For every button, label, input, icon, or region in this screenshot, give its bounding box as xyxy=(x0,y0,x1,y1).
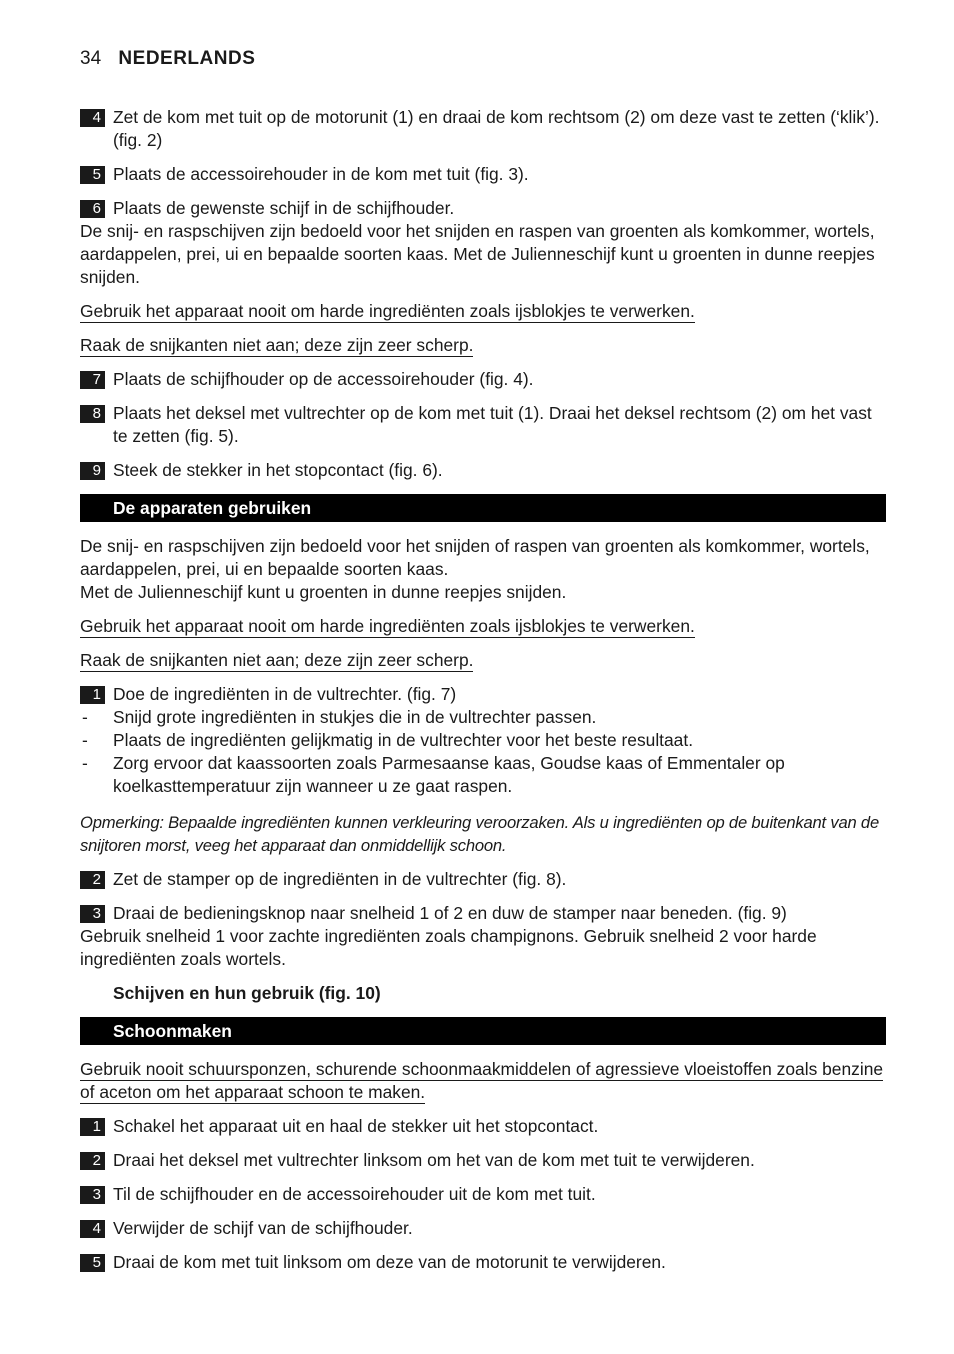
step-item xyxy=(80,683,886,706)
warning-text-underlined: Raak de snijkanten niet aan; deze zijn zeer scherp. xyxy=(80,650,474,670)
step-number: 6 xyxy=(80,200,105,218)
warning-text-underlined: Raak de snijkanten niet aan; deze zijn zeer scherp. xyxy=(80,335,474,355)
step-item xyxy=(80,106,886,152)
step-text: Plaats de schijfhouder op de accessoirehouder (fig. 4). xyxy=(113,369,534,389)
dash-marker: - xyxy=(82,707,88,727)
step-number: 1 xyxy=(80,1118,105,1136)
step-number: 8 xyxy=(80,405,105,423)
step-item xyxy=(80,1183,886,1206)
step-number: 4 xyxy=(80,109,105,127)
warning-text xyxy=(80,1058,886,1104)
warning-text xyxy=(80,334,886,357)
step-number: 5 xyxy=(80,1254,105,1272)
language-title: NEDERLANDS xyxy=(118,48,256,69)
warning-text xyxy=(80,649,886,672)
step-text: Plaats de gewenste schijf in de schijfhouder. xyxy=(113,198,455,218)
warning-text xyxy=(80,300,886,323)
bullet-text: Snijd grote ingrediënten in stukjes die in de vultrechter passen. xyxy=(113,707,597,727)
step-number: 1 xyxy=(80,686,105,704)
step-text: Schakel het apparaat uit en haal de stekker uit het stopcontact. xyxy=(113,1116,599,1136)
bullet-item xyxy=(80,706,886,729)
body-paragraph: Gebruik snelheid 1 voor zachte ingrediënten zoals champignons. Gebruik snelheid 2 voor harde ingrediënten zoals wortels. xyxy=(80,926,817,969)
step-text: Zet de stamper op de ingrediënten in de vultrechter (fig. 8). xyxy=(113,869,567,889)
warning-text xyxy=(80,615,886,638)
note-text: Opmerking: Bepaalde ingrediënten kunnen verkleuring veroorzaken. Als u ingrediënten op de buitenkant van de snijtoren morst, veeg het apparaat dan onmiddellijk schoon. xyxy=(80,813,879,855)
step-text: Verwijder de schijf van de schijfhouder. xyxy=(113,1218,413,1238)
warning-text-underlined: Gebruik nooit schuursponzen, schurende schoonmaakmiddelen of agressieve vloeistoffen zoals benzine of aceton om het apparaat schoon te maken. xyxy=(80,1059,884,1102)
step-number: 2 xyxy=(80,1152,105,1170)
step-text: Plaats de accessoirehouder in de kom met tuit (fig. 3). xyxy=(113,164,529,184)
step-number: 2 xyxy=(80,871,105,889)
step-number: 4 xyxy=(80,1220,105,1238)
body-paragraph: De snij- en raspschijven zijn bedoeld voor het snijden of raspen van groenten als komkommer, wortels, aardappelen, prei, ui en bepaalde soorten kaas. xyxy=(80,536,870,579)
step-text: Draai het deksel met vultrechter linksom om het van de kom met tuit te verwijderen. xyxy=(113,1150,755,1170)
step-number: 5 xyxy=(80,166,105,184)
step-text: Steek de stekker in het stopcontact (fig. 6). xyxy=(113,460,443,480)
step-text: Til de schijfhouder en de accessoirehouder uit de kom met tuit. xyxy=(113,1184,596,1204)
step-item xyxy=(80,1149,886,1172)
warning-text-underlined: Gebruik het apparaat nooit om harde ingrediënten zoals ijsblokjes te verwerken. xyxy=(80,301,695,321)
step-text: Draai de bedieningsknop naar snelheid 1 of 2 en duw de stamper naar beneden. (fig. 9) xyxy=(113,903,787,923)
warning-text-underlined: Gebruik het apparaat nooit om harde ingrediënten zoals ijsblokjes te verwerken. xyxy=(80,616,695,636)
step-text: Doe de ingrediënten in de vultrechter. (fig. 7) xyxy=(113,684,457,704)
dash-marker: - xyxy=(82,730,88,750)
body-paragraph: Met de Julienneschijf kunt u groenten in dunne reepjes snijden. xyxy=(80,582,567,602)
step-item xyxy=(80,197,886,220)
step-item xyxy=(80,1251,886,1274)
step-number: 9 xyxy=(80,462,105,480)
section-heading-use: De apparaten gebruiken xyxy=(80,494,886,522)
page-header xyxy=(80,48,255,70)
step-text: Zet de kom met tuit op de motorunit (1) en draai de kom rechtsom (2) om deze vast te zetten (‘klik’). (fig. 2) xyxy=(113,107,880,150)
step-number: 3 xyxy=(80,905,105,923)
bullet-item xyxy=(80,752,886,798)
step-item xyxy=(80,163,886,186)
subheading: Schijven en hun gebruik (fig. 10) xyxy=(113,983,381,1003)
step-text: Draai de kom met tuit linksom om deze van de motorunit te verwijderen. xyxy=(113,1252,666,1272)
bullet-text: Zorg ervoor dat kaassoorten zoals Parmesaanse kaas, Goudse kaas of Emmentaler op koelkasttemperatuur zijn wanneer u ze gaat raspen. xyxy=(113,753,785,796)
step-item xyxy=(80,902,886,925)
step-number: 7 xyxy=(80,371,105,389)
step-item xyxy=(80,368,886,391)
section-heading-clean: Schoonmaken xyxy=(80,1017,886,1045)
step-item xyxy=(80,402,886,448)
page-number: 34 xyxy=(80,48,102,69)
dash-marker: - xyxy=(82,753,88,773)
page-content xyxy=(80,106,886,1285)
step-item xyxy=(80,868,886,891)
step-number: 3 xyxy=(80,1186,105,1204)
step-item xyxy=(80,1115,886,1138)
step-text: Plaats het deksel met vultrechter op de kom met tuit (1). Draai het deksel rechtsom (2) om het vast te zetten (fig. 5). xyxy=(113,403,872,446)
bullet-item xyxy=(80,729,886,752)
bullet-text: Plaats de ingrediënten gelijkmatig in de vultrechter voor het beste resultaat. xyxy=(113,730,694,750)
body-paragraph: De snij- en raspschijven zijn bedoeld voor het snijden en raspen van groenten als komkommer, wortels, aardappelen, prei, ui en bepaalde soorten kaas. Met de Julienneschijf kunt u groenten in dunne reepjes snijden. xyxy=(80,221,875,287)
step-item xyxy=(80,1217,886,1240)
step-item xyxy=(80,459,886,482)
